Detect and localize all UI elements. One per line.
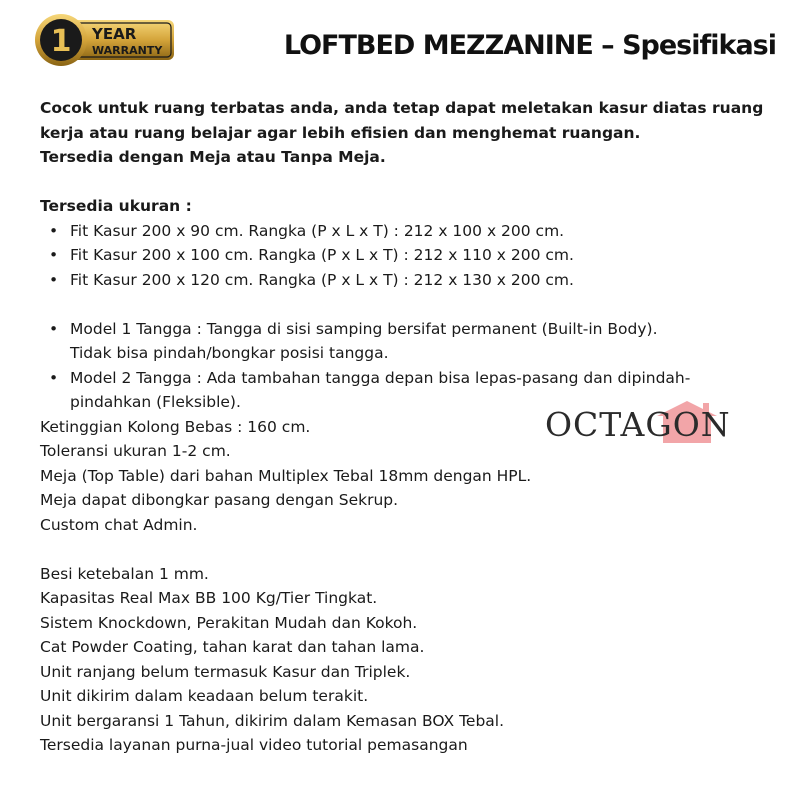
size-list [40, 219, 770, 293]
warranty-badge [34, 13, 176, 67]
model-item [40, 317, 770, 366]
size-item: • Fit Kasur 200 x 120 cm. Rangka (P x L x T) : 212 x 130 x 200 cm. [40, 268, 770, 293]
intro-line: kerja atau ruang belajar agar lebih efisien dan menghemat ruangan. [40, 123, 641, 142]
size-item: • Fit Kasur 200 x 100 cm. Rangka (P x L x T) : 212 x 110 x 200 cm. [40, 243, 770, 268]
intro-line: Cocok untuk ruang terbatas anda, anda tetap dapat meletakan kasur diatas ruang [40, 99, 764, 117]
badge-year: YEAR [92, 25, 137, 43]
spec-line: Unit bergaransi 1 Tahun, dikirim dalam Kemasan BOX Tebal. [40, 711, 505, 730]
model-line: Model 2 Tangga : Ada tambahan tangga depan bisa lepas-pasang dan dipindah- [70, 368, 691, 387]
spec-line: Unit dikirim dalam keadaan belum terakit. [40, 687, 369, 705]
sizes-heading: Tersedia ukuran : [40, 197, 192, 215]
page-title: LOFTBED MEZZANINE – Spesifikasi [283, 30, 776, 61]
size-item: • Fit Kasur 200 x 90 cm. Rangka (P x L x T) : 212 x 100 x 200 cm. [40, 219, 770, 244]
spec-line: Unit ranjang belum termasuk Kasur dan Triplek. [40, 662, 411, 681]
spec-line: Kapasitas Real Max BB 100 Kg/Tier Tingkat. [40, 589, 378, 607]
spec-line: Ketinggian Kolong Bebas : 160 cm. [40, 417, 311, 436]
model-line: Tidak bisa pindah/bongkar posisi tangga. [70, 344, 389, 362]
spec-line: Meja (Top Table) dari bahan Multiplex Tebal 18mm dengan HPL. [40, 466, 532, 485]
spec-line: Sistem Knockdown, Perakitan Mudah dan Kokoh. [40, 613, 418, 632]
spec-line: Custom chat Admin. [40, 515, 198, 534]
spec-line: Toleransi ukuran 1-2 cm. [40, 442, 231, 460]
spec-line: Cat Powder Coating, tahan karat dan tahan lama. [40, 638, 425, 656]
spec-line: Tersedia layanan purna-jual video tutorial pemasangan [40, 736, 468, 754]
octagon-logo [545, 398, 731, 448]
badge-number: 1 [50, 24, 72, 59]
model-line: Model 1 Tangga : Tangga di sisi samping bersifat permanent (Built-in Body). [70, 319, 658, 338]
spec-line: Meja dapat dibongkar pasang dengan Sekrup. [40, 491, 399, 509]
intro-line: Tersedia dengan Meja atau Tanpa Meja. [40, 148, 386, 166]
spec-line: Besi ketebalan 1 mm. [40, 564, 209, 583]
logo-text: OCTAGON [545, 405, 731, 444]
badge-warranty: WARRANTY [92, 44, 163, 57]
model-line: pindahkan (Fleksible). [70, 393, 241, 411]
